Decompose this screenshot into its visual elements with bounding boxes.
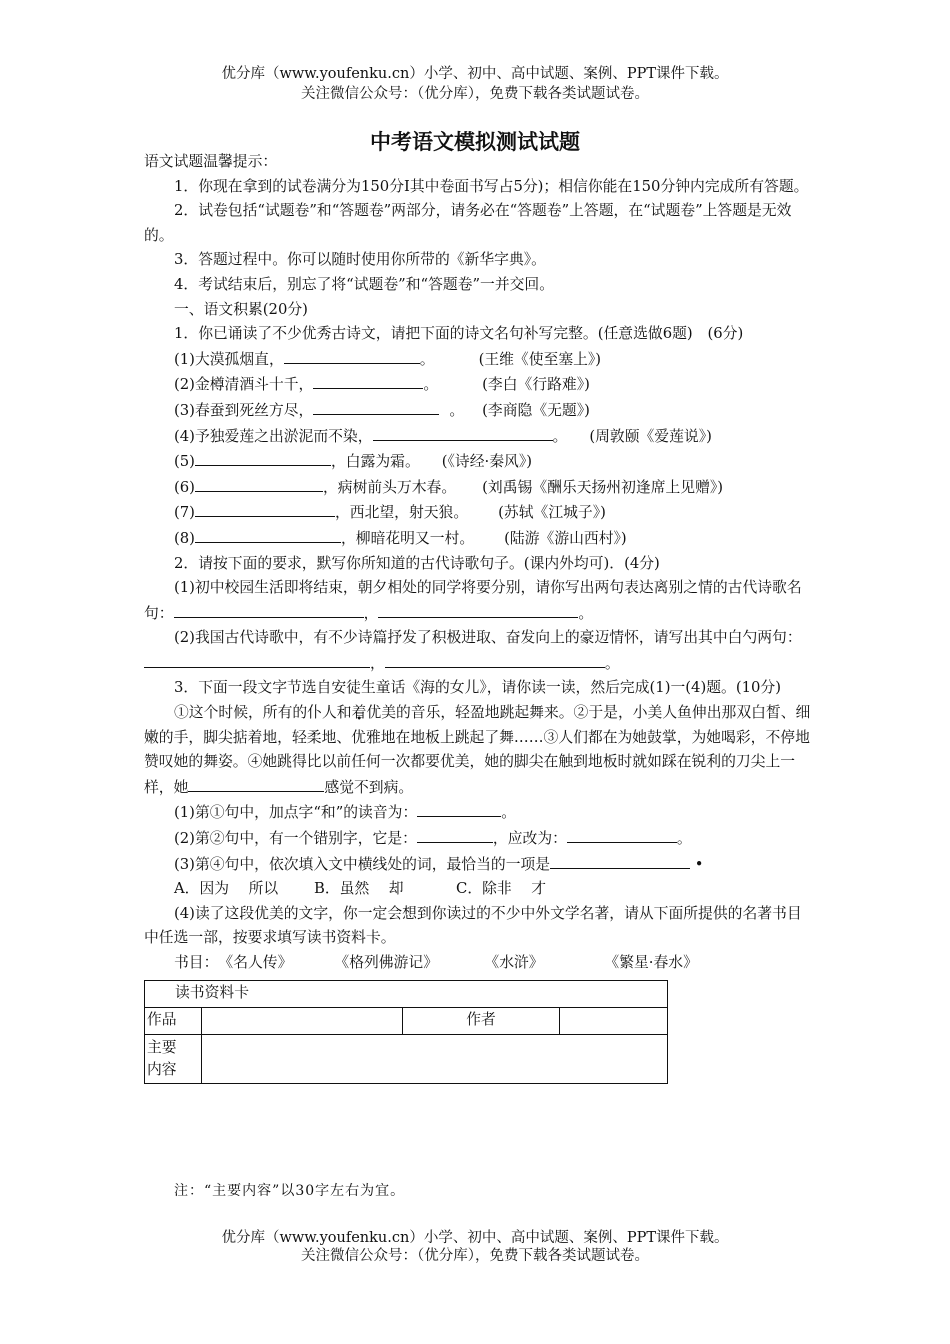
q1-item-7: (7) ，西北望，射天狼。 (苏轼《江城子》) (144, 500, 816, 526)
card-content-field[interactable] (202, 1034, 668, 1083)
blank[interactable] (195, 475, 323, 492)
section-1-heading: 一、语文积累(20分) (174, 300, 308, 318)
intro-heading: 语文试题温馨提示： (144, 153, 278, 170)
tip-1: 1．你现在拿到的试卷满分为150分Ⅰ其中卷面书写占5分)；相信你能在150分钟内完成所有答题。 (174, 177, 809, 195)
footer-line-1: 优分库（www.youfenku.cn）小学、初中、高中试题、案例、PPT课件下载。 (221, 1230, 729, 1246)
reading-card (144, 980, 668, 1084)
book-1: 《名人传》 (218, 954, 293, 971)
blank[interactable] (195, 449, 331, 466)
blank[interactable] (195, 500, 335, 517)
exam-body (144, 150, 816, 1084)
blank[interactable] (188, 775, 324, 792)
q2-stem: 2．请按下面的要求，默写你所知道的古代诗歌句子。(课内外均可)．(4分) (174, 554, 660, 572)
q1-stem: 1．你已诵读了不少优秀古诗文，请把下面的诗文名句补写完整。(任意选做6题) (6分) (174, 325, 744, 343)
card-author-label: 作者 (403, 1007, 560, 1034)
card-note: 注：“主要内容”以30字左右为宜。 (174, 1183, 406, 1199)
option-b[interactable]: B．虽然 却 (314, 880, 404, 898)
card-title: 读书资料卡 (145, 980, 668, 1007)
q3-sub-3: (3)第④句中，依次填入文中横线处的词，最恰当的一项是 • (144, 852, 816, 878)
blank[interactable] (385, 651, 605, 668)
q3-sub-4: (4)读了这段优美的文字，你一定会想到你读过的不少中外文学名著，请从下面所提供的名著书目中任选一部，按要求填写读书资料卡。 (144, 904, 802, 947)
q3-stem: 3．下面一段文字节选自安徒生童话《海的女儿》，请你读一读，然后完成(1)一(4)题。(10分) (174, 679, 781, 697)
card-content-label: 主要 内容 (145, 1034, 202, 1083)
blank[interactable] (144, 651, 370, 668)
tip-4: 4．考试结束后，别忘了将“试题卷”和“答题卷”一并交回。 (174, 275, 555, 293)
blank[interactable] (195, 526, 341, 543)
q3-options (144, 877, 816, 902)
card-author-field[interactable] (560, 1007, 668, 1034)
book-2: 《格列佛游记》 (334, 954, 438, 971)
q3-passage: ①这个时候，所有的仆人和着优美的音乐，轻盈地跳起舞来。②于是，小美人鱼伸出那双白皙、细嫩的手，脚尖掂着地，轻柔地、优雅地在地板上跳起了舞……③人们都在为她鼓掌，为她喝彩，不停地赞叹她的舞姿。④她跳得比以前任何一次都要优美，她的脚尖在触到地板时就如踩在锐利的刀尖上一样，她 感觉不到病。 (144, 704, 811, 796)
header-line-2: 关注微信公众号：（优分库），免费下载各类试题试卷。 (301, 86, 649, 102)
option-c[interactable]: C．除非 才 (456, 880, 547, 898)
q1-item-4: (4)予独爱莲之出淤泥而不染， 。 (周敦颐《爱莲说》) (144, 424, 816, 450)
page-title: 中考语文模拟测试试题 (370, 130, 580, 154)
card-work-field[interactable] (202, 1007, 403, 1034)
card-work-label: 作品 (145, 1007, 202, 1034)
q1-item-6: (6) ，病树前头万木春。 (刘禹锡《酬乐天扬州初逢席上见赠》) (144, 475, 816, 501)
blank[interactable] (550, 852, 690, 869)
blank[interactable] (378, 601, 578, 618)
q1-item-1: (1)大漠孤烟直， 。 (王维《使至塞上》) (144, 347, 816, 373)
book-list: 书目：《名人传》 《格列佛游记》 《水浒》 《繁星·春水》 (144, 951, 816, 976)
q2-sub-1: (1)初中校园生活即将结束，朝夕相处的同学将要分别，请你写出两句表达离别之情的古代诗歌名句： ， 。 (144, 579, 802, 622)
blank[interactable] (313, 398, 439, 415)
q1-item-2: (2)金樽清酒斗十千， 。 (李白《行路难》) (144, 372, 816, 398)
option-a[interactable]: A．因为 所以 (174, 880, 279, 898)
q1-item-8: (8) ，柳暗花明又一村。 (陆游《游山西村》) (144, 526, 816, 552)
book-4: 《繁星·春水》 (604, 954, 698, 971)
q3-sub-2: (2)第②句中，有一个错别字，它是： ，应改为： 。 (144, 826, 816, 852)
q3-sub-1: (1)第①句中，加点字“和”的读音为： 。 (144, 800, 816, 826)
blank[interactable] (174, 601, 364, 618)
blank[interactable] (417, 826, 493, 843)
q1-item-5: (5) ，白露为霜。 (《诗经·秦风》) (144, 449, 816, 475)
blank[interactable] (313, 372, 423, 389)
blank[interactable] (373, 424, 553, 441)
book-3: 《水浒》 (484, 954, 544, 971)
blank[interactable] (567, 826, 677, 843)
footer-line-2: 关注微信公众号：（优分库），免费下载各类试题试卷。 (301, 1248, 649, 1264)
dotted-char: 和 (336, 704, 352, 722)
q2-sub-2: (2)我国古代诗歌中，有不少诗篇抒发了积极进取、奋发向上的豪迈情怀，请写出其中白勺两句：， 。 (144, 626, 816, 676)
q1-item-3: (3)春蚕到死丝方尽， 。 (李商隐《无题》) (144, 398, 816, 424)
blank[interactable] (284, 347, 420, 364)
tip-3: 3．答题过程中。你可以随时使用你所带的《新华字典》。 (174, 251, 546, 269)
tip-2: 2．试卷包括“试题卷”和“答题卷”两部分，请务必在“答题卷”上答题，在“试题卷”上答题是无效的。 (144, 202, 792, 244)
blank[interactable] (417, 800, 501, 817)
header-line-1: 优分库（www.youfenku.cn）小学、初中、高中试题、案例、PPT课件下载。 (221, 66, 729, 82)
